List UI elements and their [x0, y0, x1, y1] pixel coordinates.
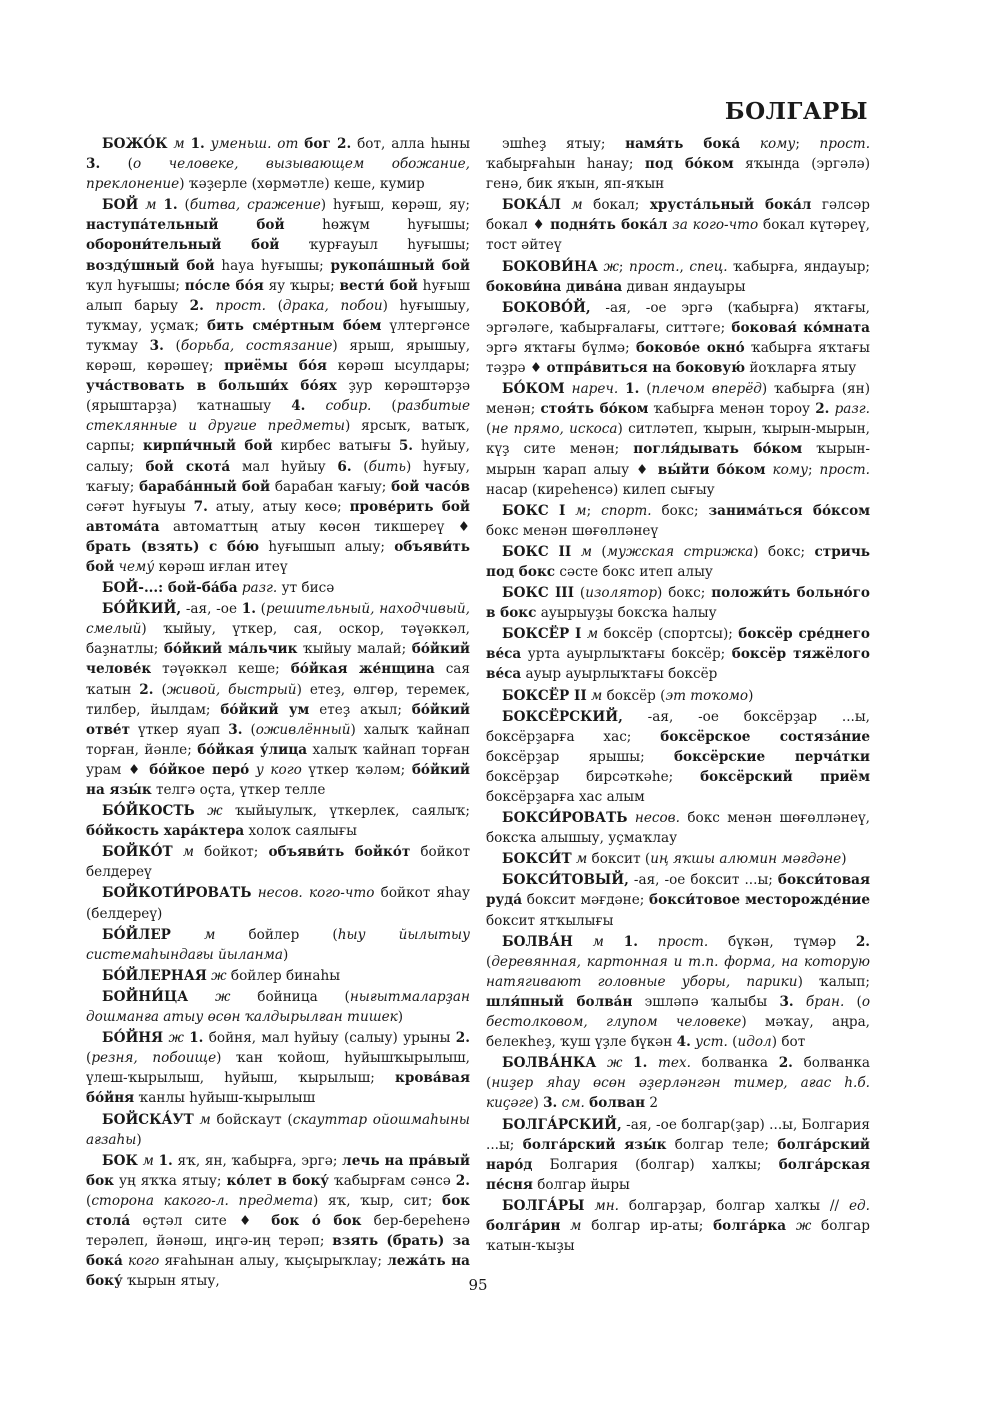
dictionary-entry: БО́ЙКИЙ, -ая, -ое 1. (решительный, находчивый, смелый) ҡыйыу, үткер, сая, оскор, тәүәккәл, баҙнатлы; бо́йкий ма́льчик ҡыйыу малай; бо́йкий челове́к тәүәккәл кеше; бо́йкая же́нщина сая ҡатын 2. (живой, быстрый) етеҙ, өлгөр, теремек, тилбер, йылдам; бо́йкий ум етеҙ аҡыл; бо́йкий отве́т үткер яуап 3. (оживлённый) халыҡ ҡайнап торған, йәнле; бо́йкая у́лица халыҡ ҡайнап торған урам ♦ бо́йкое перо́ у кого үткер ҡәләм; бо́йкий на язы́к телгә оҫта, үткер телле [86, 601, 471, 798]
dictionary-entry: БОЙКОТИ́РОВАТЬ несов. кого-что бойкот яһау (белдереү) [86, 885, 470, 922]
dictionary-entry: БОКСИ́Т м боксит (иң яҡшы алюмин мәғдәне) [502, 851, 847, 868]
dictionary-entry: БО́ЙНЯ ж 1. бойня, мал һуйыу (салыу) урыны 2. (резня, побоище) ҡан ҡойош, һуйышҡырылыш, үлеш-ҡырылыш, һуйыш, ҡырылыш; крова́вая бо́йня ҡанлы һуйыш-ҡырылыш [86, 1030, 470, 1107]
dictionary-entry: БОЛГА́РЫ мн. болгарҙар, болгар халҡы // ед. болга́рин м болгар ир-аты; болга́рка ж болгар ҡатын-ҡыҙы [486, 1197, 870, 1255]
right-column [486, 134, 870, 1257]
dictionary-entry: БОКС II м (мужская стрижка) бокс; стричь под бокс сәсте бокс итеп алыу [486, 543, 870, 580]
dictionary-entry: БОКС I м; спорт. бокс; занима́ться бо́ксом бокс менән шөғөлләнеү [486, 502, 871, 539]
dictionary-entry: БОЖО́К м 1. уменьш. от бог 2. бот, алла һыны 3. (о человеке, вызывающем обожание, преклонение) ҡәҙерле (хөрмәтле) кеше, кумир [86, 136, 471, 193]
dictionary-entry: БОК м 1. яҡ, ян, ҡабырға, эргә; лечь на пра́вый бок уң яҡҡа ятыу; ко́лет в боку́ ҡабырғам сәнсә 2. (сторона какого-л. предмета) яҡ, ҡыр, сит; бок стола́ өҫтәл ситe ♦ бок о́ бок бер-береһенә терәлеп, йәнәш, иңгә-иң терәп; взять (брать) за бока́ кого яғаһынан алыу, ҡыҫырыҡлау; лежа́ть на боку́ ҡырын ятыу, [86, 1152, 471, 1290]
dictionary-entry: БОКС III (изолятор) бокс; положи́ть больно́го в бокс ауырыуҙы боксҡа һалыу [486, 585, 870, 622]
dictionary-entry: БО́КОМ нареч. 1. (плечом вперёд) ҡабырға (ян) менән; стоя́ть бо́ком ҡабырға менән тороу 2. разг. (не прямо, искоса) ситләтеп, ҡырын, ҡырын-мырын, күҙ ситe менән; погля́дывать бо́ком ҡырын-мырын ҡарап алыу ♦ вы́йти бо́ком кому; прост. насар (киреһенсә) килеп сығыу [486, 381, 870, 498]
dictionary-entry: БОКСЁР II м боксёр (эт тоҡомо) [502, 687, 754, 704]
dictionary-entry: БОКСИ́РОВАТЬ несов. бокс менән шөғөлләнеү, боксҡа алышыу, уҫмаҡлау [486, 810, 870, 847]
dictionary-entry: БО́ЙЛЕРНАЯ ж бойлер бинаһы [102, 967, 341, 984]
dictionary-entry: БОЙНИ́ЦА ж бойница (нығытмаларҙан дошманға атыу өсөн ҡалдырылған тишек) [86, 988, 470, 1026]
dictionary-entry: БО́ЙЛЕР м бойлер (һыу йылытыу системаһындағы йыланма) [86, 926, 471, 963]
dictionary-entry: БОКСЁРСКИЙ, -ая, -ое боксёрҙар ...ы, боксёрҙарға хас; боксёрское состяза́ние боксёрҙар ярышы; боксёрские перча́тки боксёрҙар бирсәткәһе; боксёрский приём боксёрҙарға хас алым [486, 708, 870, 805]
dictionary-entry: БОЛВА́Н м 1. прост. бүкән, түмәр 2. (деревянная, картонная и т.п. форма, на которую натягивают головные уборы, парики) ҡалып; шля́пный болва́н эшләпә ҡалыбы 3. бран. (о бестолковом, глупом человеке) мәҡау, аңра, белекһеҙ, ҡуш үҙле бүкән 4. уст. (идол) бот [486, 933, 871, 1051]
page-number: 95 [468, 1276, 488, 1294]
dictionary-entry: БОЛВА́НКА ж 1. тех. болванка 2. болванка (ниҙер яһау өсөн әҙерләнгән тимер, ағас һ.б. киҫәге) 3. см. болван 2 [486, 1055, 870, 1112]
dictionary-entry: БОЙ м 1. (битва, сражение) һуғыш, көрәш, яу; наступа́тельный бой һөжүм һуғышы; оборони́тельный бой ҡурғауыл һуғышы; возду́шный бой һауа һуғышы; рукопа́шный бой ҡул һуғышы; по́сле бо́я яу ҡыры; вести́ бой һуғыш алып барыу 2. прост. (драка, побои) һуғышыу, туҡмау, уҫмаҡ; бить сме́ртным бо́ем үлтергәнсе туҡмау 3. (борьба, состязание) ярыш, ярышыу, көрәш, көрәшеү; приёмы бо́я көрәш ысулдары; уча́ствовать в больши́х бо́ях ҙур көрәштәрҙә (ярыштарҙа) ҡатнашыу 4. собир. (разбитые стеклянные и другие предметы) ярсыҡ, ватыҡ, сарпы; кирпи́чный бой кирбес ватығы 5. һуйыу, салыу; бой скота́ мал һуйыу 6. (бить) һуғыу, ҡағыу; бараба́нный бой барабан ҡағыу; бой часо́в сәғәт һуғыуы 7. атыу, атыу көсө; прове́рить бой автома́та автоматтың атыу көсөн тикшереү ♦ брать (взять) с бо́ю һуғышып алыу; объяви́ть бой чему́ көрәш иғлан итеү [86, 197, 471, 575]
dictionary-entry: БОКОВИ́НА ж; прост., спец. ҡабырға, яндауыр; бокови́на дива́на диван яндауыры [486, 258, 870, 295]
dictionary-entry: эшһеҙ ятыу; намя́ть бока́ кому; прост. ҡабырғаһын һанау; под бо́ком яҡында (эргәлә) генә, бик яҡын, яп-яҡын [486, 136, 871, 193]
dictionary-entry: БОКСЁР I м боксёр (спортсы); боксёр сре́днего ве́са урта ауырлыҡтағы боксёр; боксёр тяжёлого ве́са ауыр ауырлыҡтағы боксёр [486, 626, 871, 683]
dictionary-entry: БОЙКО́Т м бойкот; объяви́ть бойко́т бойкот белдереү [86, 844, 470, 881]
dictionary-entry: БОКОВО́Й, -ая, -ое эргә (ҡабырға) яҡтағы, эргәләге, ҡабырғалағы, ситтәге; боковая́ ко́мната эргә яҡтағы бүлмә; боково́е окно́ ҡабырға яҡтағы тәҙрә ♦ отпра́виться на боковую́ йоҡларға ятыу [486, 299, 870, 377]
dictionary-entry: БОЙ-...: бой-ба́ба разг. ут бисә [102, 580, 335, 597]
dictionary-entry: БОЙСКА́УТ м бойскаут (скауттар ойошмаһыны ағзаһы) [86, 1111, 471, 1148]
left-column [86, 134, 470, 1292]
running-head: БОЛГАРЫ [724, 98, 868, 125]
dictionary-entry: БО́ЙКОСТЬ ж ҡыйыулыҡ, үткерлек, саялыҡ; бо́йкость хара́ктера холоҡ саялығы [86, 803, 471, 840]
dictionary-entry: БОКА́Л м бокал; хруста́льный бока́л гәлсәр бокал ♦ подня́ть бока́л за кого-что бокал күтәреү, тост әйтеү [486, 197, 870, 254]
dictionary-entry: БОЛГА́РСКИЙ, -ая, -ое болгар(ҙар) ...ы, Болгария ...ы; болга́рский язы́к болгар теле; болга́рский наро́д Болгария (болгар) халҡы; болга́рская пе́сня болгар йыры [486, 1116, 870, 1193]
dictionary-entry: БОКСИ́ТОВЫЙ, -ая, -ое боксит ...ы; бокси́товая руда́ боксит мәғдәне; бокси́товое месторожде́ние боксит ятҡылығы [486, 872, 871, 929]
